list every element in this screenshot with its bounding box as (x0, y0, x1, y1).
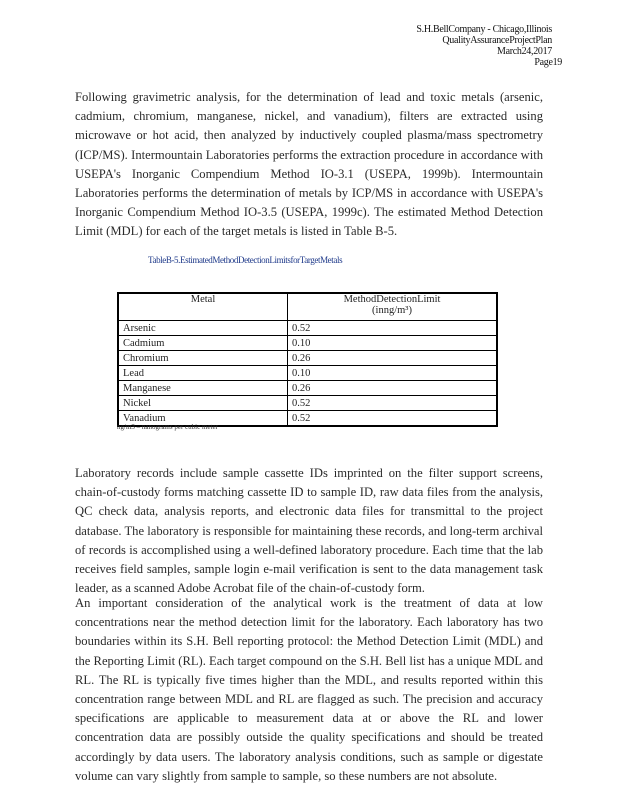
table-header-row (118, 293, 497, 321)
header-company: S.H.BellCompany - Chicago,Illinois (416, 24, 552, 35)
mdl-value: 0.26 (288, 381, 498, 396)
col-metal: Metal (118, 293, 288, 321)
table-row (118, 366, 497, 381)
paragraph-gravimetric: Following gravimetric analysis, for the determination of lead and toxic metals (arsenic, cadmium, chromium, manganese, nickel, and vanadium), filters are extracted using microwave or hot acid, then analyzed by inductively coupled plasma/mass spectrometry (ICP/MS). Intermountain Laboratories performs the extraction procedure in accordance with USEPA's Inorganic Compendium Method IO-3.1 (USEPA, 1999b). Intermountain Laboratories performs the determination of metals by ICP/MS in accordance with USEPA's Inorganic Compendium Method IO-3.5 (USEPA, 1999c). The estimated Method Detection Limit (MDL) for each of the target metals is listed in Table B-5. (75, 90, 543, 239)
table-footnote: ng/m3 – nanograms per cubic meter (117, 423, 218, 431)
mdl-value: 0.52 (288, 396, 498, 411)
header-date: March24,2017 (497, 46, 552, 57)
mdl-value: 0.26 (288, 351, 498, 366)
mdl-value: 0.52 (288, 411, 498, 427)
paragraph-data-treatment: An important consideration of the analytical work is the treatment of data at low concentrations near the method detection limit for the laboratory. Each laboratory has two boundaries within its S.H. Bell reporting protocol: the Method Detection Limit (MDL) and the Reporting Limit (RL). Each target compound on the S.H. Bell list has a unique MDL and RL. The RL is typically five times higher than the MDL, and results reported within this concentration range between MDL and RL are flagged as such. The precision and accuracy specifications are applicable to measurement data at or above the RL and lower concentration data are possibly outside the quality specifications and should be treated accordingly by data users. The laboratory analysis conditions, such as sample or digestate volume can vary slightly from sample to sample, so these numbers are not absolute. (75, 596, 543, 783)
table-row (118, 336, 497, 351)
mdl-value: 0.52 (288, 321, 498, 336)
table-row (118, 351, 497, 366)
header-page-number: Page19 (534, 57, 562, 68)
metal-name: Cadmium (118, 336, 288, 351)
table-row (118, 321, 497, 336)
page-header (416, 24, 562, 68)
metal-name: Chromium (118, 351, 288, 366)
table-row (118, 396, 497, 411)
mdl-value: 0.10 (288, 336, 498, 351)
table-title: TableB-5.EstimatedMethodDetectionLimitsforTargetMetals (148, 255, 343, 265)
table-row (118, 381, 497, 396)
metal-name: Vanadium (118, 411, 288, 427)
mdl-value: 0.10 (288, 366, 498, 381)
metal-name: Nickel (118, 396, 288, 411)
col-mdl-unit: (inng/m³) (372, 305, 412, 316)
metal-name: Arsenic (118, 321, 288, 336)
header-plan: QualityAssuranceProjectPlan (442, 35, 552, 46)
col-mdl (288, 293, 498, 321)
paragraph-lab-records: Laboratory records include sample cassette IDs imprinted on the filter support screens, chain-of-custody forms matching cassette ID to sample ID, raw data files from the analysis, QC check data, analysis reports, and electronic data files for transmittal to the project database. The laboratory is responsible for maintaining these records, and long-term archival of records is accomplished using a well-defined laboratory procedure. Each time that the lab receives field samples, sample login e-mail verification is sent to the data management task leader, as a scanned Adobe Acrobat file of the chain-of-custody form. (75, 466, 543, 596)
mdl-table (117, 292, 498, 427)
metal-name: Manganese (118, 381, 288, 396)
col-mdl-label: MethodDetectionLimit (343, 294, 441, 305)
metal-name: Lead (118, 366, 288, 381)
